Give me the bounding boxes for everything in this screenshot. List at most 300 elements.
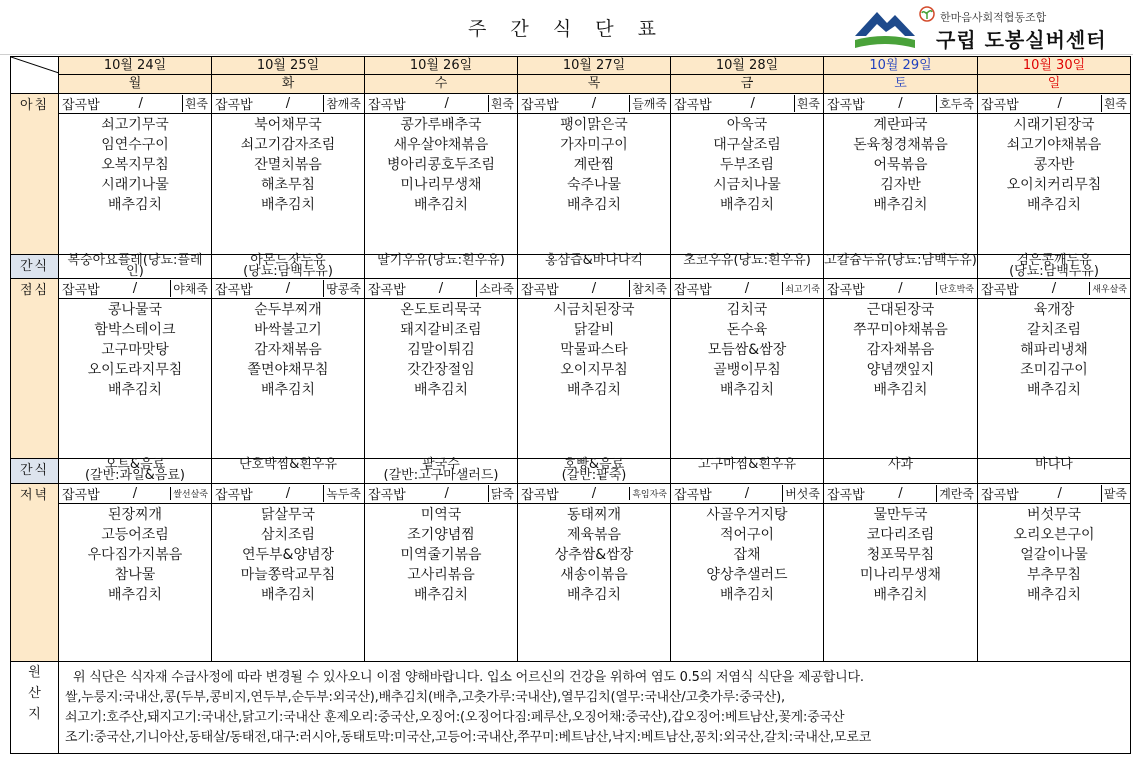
dish-item: 시래기된장국 xyxy=(1013,117,1095,133)
rice-label: 잡곡밥 xyxy=(368,283,406,298)
rice-label: 잡곡밥 xyxy=(368,488,406,503)
slash: / xyxy=(285,96,291,111)
rice-line xyxy=(365,279,517,299)
mountain-logo-icon xyxy=(853,6,917,50)
day-of-week-cell: 일 xyxy=(978,75,1131,94)
dish-item: 잔멸치볶음 xyxy=(254,157,322,173)
slash: / xyxy=(898,486,903,501)
date-cell: 10월 30일 xyxy=(978,57,1131,75)
dish-item: 두부조림 xyxy=(719,157,775,173)
page-title: 주 간 식 단 표 xyxy=(468,18,665,40)
dish-item: 배추김치 xyxy=(107,587,163,603)
rice-label: 잡곡밥 xyxy=(674,283,712,298)
dish-list xyxy=(671,299,823,400)
rice-line xyxy=(212,279,364,299)
breakfast-cell xyxy=(978,94,1131,255)
rice-line xyxy=(671,279,823,299)
dish-list xyxy=(824,504,977,605)
origin-row xyxy=(11,662,1131,754)
dish-item: 갓간장절임 xyxy=(407,362,475,378)
dish-item: 제육볶음 xyxy=(566,527,622,543)
dish-item: 고구마맛탕 xyxy=(101,342,169,358)
slash: / xyxy=(744,281,750,296)
slash: / xyxy=(591,281,597,296)
snack-line: (갈반:고구마샐러드) xyxy=(383,468,499,483)
dish-item: 오복지무침 xyxy=(101,157,169,173)
slash: / xyxy=(744,486,750,501)
rice-line xyxy=(59,484,211,504)
lunch-cell xyxy=(518,279,671,459)
breakfast-cell xyxy=(59,94,212,255)
dish-item: 골뱅이무침 xyxy=(713,362,781,378)
dish-item: 배추김치 xyxy=(566,587,622,603)
diagonal-line xyxy=(11,57,59,95)
breakfast-cell xyxy=(365,94,518,255)
dish-list xyxy=(518,504,670,605)
rice-line xyxy=(59,94,211,114)
snack-line: 아몬드잣두유 xyxy=(250,253,326,268)
dish-item: 대구살조림 xyxy=(713,137,781,153)
rice-label: 잡곡밥 xyxy=(521,488,559,503)
dish-item: 쇠고기감자조림 xyxy=(240,137,336,153)
dish-list xyxy=(824,114,977,215)
rice-line xyxy=(978,484,1130,504)
dish-item: 쇠고기무국 xyxy=(101,117,169,133)
dish-item: 배추김치 xyxy=(719,197,775,213)
snack-cell xyxy=(518,459,671,484)
dish-item: 어묵볶음 xyxy=(873,157,928,173)
snack-cell xyxy=(978,459,1131,484)
dish-item: 임연수구이 xyxy=(101,137,169,153)
slash: / xyxy=(750,96,755,111)
snack-line: (당뇨:담백두유) xyxy=(243,264,333,279)
snack-cell xyxy=(365,459,518,484)
dinner-row xyxy=(11,484,1131,662)
dish-item: 배추김치 xyxy=(1026,382,1082,398)
dinner-cell xyxy=(824,484,978,662)
origin-label-char: 원 xyxy=(28,665,41,680)
rice-line xyxy=(59,279,211,299)
snack-label: 간식 xyxy=(11,459,59,484)
dinner-cell xyxy=(671,484,824,662)
lunch-cell xyxy=(824,279,978,459)
dish-item: 양상추샐러드 xyxy=(706,567,788,583)
snack-line: 바나나 xyxy=(1035,457,1073,472)
dish-item: 바싹불고기 xyxy=(254,322,322,338)
dish-item: 돈수육 xyxy=(726,322,768,338)
rice-label: 잡곡밥 xyxy=(215,488,253,503)
dish-item: 연두부&양념장 xyxy=(241,547,335,563)
dish-item: 근대된장국 xyxy=(866,302,935,318)
snack-line: 팥국수 xyxy=(422,457,460,472)
dish-list xyxy=(365,299,517,400)
rice-line xyxy=(518,279,670,299)
porridge: 참치죽 xyxy=(629,280,667,297)
porridge: 흰죽 xyxy=(794,95,820,112)
day-of-week-cell: 월 xyxy=(59,75,212,94)
rice-line xyxy=(824,484,977,504)
dish-item: 된장찌개 xyxy=(107,507,163,523)
rice-line xyxy=(365,484,517,504)
dish-item: 고등어조림 xyxy=(101,527,169,543)
date-row xyxy=(11,57,1131,75)
porridge: 흑임자죽 xyxy=(629,487,667,500)
dish-item: 새우살야채볶음 xyxy=(393,137,489,153)
porridge: 녹두죽 xyxy=(323,485,361,502)
dish-list xyxy=(518,114,670,215)
snack-line: 복숭아요플레(당뇨:플레인) xyxy=(67,253,203,279)
dish-item: 잡채 xyxy=(733,547,761,563)
dish-item: 감자채볶음 xyxy=(866,342,935,358)
dinner-cell xyxy=(518,484,671,662)
rice-line xyxy=(518,484,670,504)
org-name: 한마음사회적협동조합 xyxy=(940,11,1047,24)
dinner-cell xyxy=(978,484,1131,662)
snack-cell xyxy=(671,255,824,279)
snack-cell xyxy=(212,255,365,279)
dish-list xyxy=(59,299,211,400)
day-of-week-cell: 화 xyxy=(212,75,365,94)
dish-item: 참나물 xyxy=(114,567,156,583)
dish-list xyxy=(671,114,823,215)
dish-item: 닭살무국 xyxy=(260,507,316,523)
rice-label: 잡곡밥 xyxy=(521,98,559,113)
snack-line: 사과 xyxy=(887,457,914,472)
dish-item: 배추김치 xyxy=(413,382,469,398)
dish-item: 배추김치 xyxy=(566,382,622,398)
lunch-cell xyxy=(365,279,518,459)
dish-item: 콩나물국 xyxy=(107,302,163,318)
snack-line: 호빵&음료 xyxy=(563,457,625,472)
origin-label xyxy=(11,662,59,754)
porridge: 흰죽 xyxy=(182,95,208,112)
dish-item: 김말이튀김 xyxy=(407,342,475,358)
dinner-cell xyxy=(59,484,212,662)
dish-list xyxy=(212,114,364,215)
dish-item: 동태찌개 xyxy=(566,507,622,523)
corner-cell xyxy=(11,57,59,94)
dish-list xyxy=(518,299,670,400)
rice-line xyxy=(978,94,1130,114)
rice-label: 잡곡밥 xyxy=(62,98,100,113)
center-name: 구립 도봉실버센터 xyxy=(936,28,1107,52)
porridge: 단호박죽 xyxy=(936,282,974,295)
dish-item: 배추김치 xyxy=(1026,197,1082,213)
dish-item: 숙주나물 xyxy=(566,177,622,193)
dish-item: 돈육청경채볶음 xyxy=(853,137,948,153)
dish-item: 물만두국 xyxy=(873,507,928,523)
rice-label: 잡곡밥 xyxy=(62,488,100,503)
slash: / xyxy=(444,486,449,501)
dish-item: 막물파스타 xyxy=(560,342,628,358)
slash: / xyxy=(898,281,903,296)
slash: / xyxy=(1057,486,1062,501)
dish-item: 병아리콩호두조림 xyxy=(386,157,496,173)
porridge: 호두죽 xyxy=(936,95,974,112)
snack-cell xyxy=(824,255,978,279)
dish-item: 온도토리묵국 xyxy=(400,302,482,318)
dish-item: 배추김치 xyxy=(413,197,469,213)
snack-line: 초코우유(당뇨:흰우유) xyxy=(683,253,811,268)
dish-item: 해초무침 xyxy=(260,177,316,193)
dish-list xyxy=(212,504,364,605)
snack-cell xyxy=(824,459,978,484)
dish-list xyxy=(365,504,517,605)
dish-list xyxy=(671,504,823,605)
dish-list xyxy=(824,299,977,400)
dish-item: 오이도라지무침 xyxy=(87,362,183,378)
dish-item: 콩자반 xyxy=(1033,157,1075,173)
rice-label: 잡곡밥 xyxy=(368,98,406,113)
dish-list xyxy=(978,504,1130,605)
weekly-menu-table xyxy=(10,56,1131,754)
snack-cell xyxy=(978,255,1131,279)
porridge: 쇠고기죽 xyxy=(782,282,820,295)
snack-line: (당뇨:담백두유) xyxy=(1009,264,1099,279)
rice-line xyxy=(824,94,977,114)
slash: / xyxy=(444,96,449,111)
snack-line: 단호박찜&흰우유 xyxy=(238,457,338,472)
dish-item: 돼지갈비조림 xyxy=(400,322,482,338)
rice-label: 잡곡밥 xyxy=(827,488,865,503)
snack-line: (갈반:과일&음료) xyxy=(84,468,185,483)
dish-item: 미역줄기볶음 xyxy=(400,547,482,563)
sprout-logo-icon xyxy=(918,6,936,22)
dish-item: 배추김치 xyxy=(260,197,316,213)
rice-line xyxy=(518,94,670,114)
morning_snack-row xyxy=(11,255,1131,279)
dish-item: 김치국 xyxy=(726,302,768,318)
dish-item: 배추김치 xyxy=(1026,587,1082,603)
slash: / xyxy=(591,486,597,501)
porridge: 팥죽 xyxy=(1101,485,1127,502)
rice-label: 잡곡밥 xyxy=(215,283,253,298)
snack-cell xyxy=(671,459,824,484)
dish-item: 고사리볶음 xyxy=(407,567,475,583)
dish-item: 오리오븐구이 xyxy=(1013,527,1095,543)
lunch-label: 점심 xyxy=(11,279,59,459)
dish-item: 팽이맑은국 xyxy=(560,117,628,133)
dinner-cell xyxy=(212,484,365,662)
snack-label: 간식 xyxy=(11,255,59,279)
slash: / xyxy=(285,281,291,296)
snack-line: (갈반:팥죽) xyxy=(561,468,627,483)
rice-label: 잡곡밥 xyxy=(827,98,865,113)
porridge: 쌀선살죽 xyxy=(170,487,208,500)
dinner-cell xyxy=(365,484,518,662)
snack-line: 홍삼즙&바나나킥 xyxy=(544,253,644,268)
dish-item: 순두부찌개 xyxy=(254,302,322,318)
rice-label: 잡곡밥 xyxy=(981,283,1019,298)
snack-line: 오트&음료 xyxy=(104,457,166,472)
dish-list xyxy=(59,504,211,605)
rice-line xyxy=(212,94,364,114)
snack-line: 고구마찜&흰우유 xyxy=(697,457,797,472)
rice-label: 잡곡밥 xyxy=(62,283,100,298)
snack-cell xyxy=(365,255,518,279)
dish-item: 김자반 xyxy=(880,177,921,193)
snack-cell xyxy=(212,459,365,484)
dish-item: 닭갈비 xyxy=(573,322,615,338)
porridge: 흰죽 xyxy=(1101,95,1127,112)
breakfast-cell xyxy=(212,94,365,255)
slash: / xyxy=(285,486,291,501)
porridge: 계란죽 xyxy=(936,485,974,502)
slash: / xyxy=(1051,281,1057,296)
rice-label: 잡곡밥 xyxy=(521,283,559,298)
porridge: 야채죽 xyxy=(170,280,208,297)
rice-label: 잡곡밥 xyxy=(981,488,1019,503)
breakfast-cell xyxy=(824,94,978,255)
dish-item: 시금치된장국 xyxy=(553,302,635,318)
dish-list xyxy=(365,114,517,215)
day-of-week-cell: 금 xyxy=(671,75,824,94)
dish-item: 배추김치 xyxy=(719,587,775,603)
rice-label: 잡곡밥 xyxy=(674,98,712,113)
porridge: 참깨죽 xyxy=(323,95,361,112)
breakfast-label: 아침 xyxy=(11,94,59,255)
porridge: 들깨죽 xyxy=(629,95,667,112)
origin-label-char: 산 xyxy=(28,686,41,701)
dish-item: 해파리냉채 xyxy=(1020,342,1088,358)
rice-label: 잡곡밥 xyxy=(981,98,1019,113)
dish-item: 배추김치 xyxy=(260,587,316,603)
dish-item: 미나리무생채 xyxy=(400,177,482,193)
dish-item: 계란찜 xyxy=(573,157,615,173)
dish-item: 육개장 xyxy=(1033,302,1075,318)
date-cell: 10월 25일 xyxy=(212,57,365,75)
slash: / xyxy=(438,281,444,296)
date-cell: 10월 26일 xyxy=(365,57,518,75)
dish-item: 배추김치 xyxy=(413,587,469,603)
dish-item: 배추김치 xyxy=(873,197,928,213)
rice-line xyxy=(365,94,517,114)
dish-item: 코다리조림 xyxy=(866,527,935,543)
dish-item: 적어구이 xyxy=(719,527,775,543)
dish-item: 조미김구이 xyxy=(1020,362,1088,378)
slash: / xyxy=(132,486,138,501)
breakfast-row xyxy=(11,94,1131,255)
dish-item: 얼갈이나물 xyxy=(1020,547,1088,563)
dish-item: 계란파국 xyxy=(873,117,928,133)
dish-item: 함박스테이크 xyxy=(94,322,176,338)
dish-item: 아욱국 xyxy=(726,117,768,133)
slash: / xyxy=(591,96,597,111)
dish-item: 양념깻잎지 xyxy=(866,362,935,378)
dish-item: 오이지무침 xyxy=(560,362,628,378)
date-cell: 10월 27일 xyxy=(518,57,671,75)
dish-item: 가자미구이 xyxy=(560,137,628,153)
rice-label: 잡곡밥 xyxy=(674,488,712,503)
dow-row xyxy=(11,75,1131,94)
dish-item: 미역국 xyxy=(420,507,462,523)
porridge: 버섯죽 xyxy=(782,485,820,502)
porridge: 닭죽 xyxy=(488,485,514,502)
dish-item: 오이치커리무침 xyxy=(1006,177,1102,193)
date-cell: 10월 24일 xyxy=(59,57,212,75)
dish-item: 청포묵무침 xyxy=(866,547,935,563)
porridge: 흰죽 xyxy=(488,95,514,112)
dish-item: 북어채무국 xyxy=(254,117,322,133)
dish-item: 우다짐가지볶음 xyxy=(87,547,183,563)
date-cell: 10월 29일 xyxy=(824,57,978,75)
origin-label-char: 지 xyxy=(28,707,41,722)
origin-line: 쇠고기:호주산,돼지고기:국내산,닭고기:국내산 훈제오리:중국산,오징어:(오징어다짐:페루산,오징어채:중국산),갑오징어:베트남산,꽃게:중국산 xyxy=(65,710,845,725)
dish-item: 배추김치 xyxy=(260,382,316,398)
day-of-week-cell: 토 xyxy=(824,75,978,94)
rice-line xyxy=(671,94,823,114)
dish-item: 쭈꾸미야채볶음 xyxy=(853,322,948,338)
dinner-label: 저녁 xyxy=(11,484,59,662)
origin-line: 위 식단은 식자재 수급사정에 따라 변경될 수 있사오니 이점 양해바랍니다. 입소 어르신의 건강을 위하여 염도 0.5의 저염식 식단을 제공합니다. xyxy=(73,670,864,685)
dish-item: 삼치조림 xyxy=(260,527,316,543)
lunch-row xyxy=(11,279,1131,459)
dish-item: 시래기나물 xyxy=(101,177,169,193)
rice-line xyxy=(978,279,1130,299)
dish-item: 갈치조림 xyxy=(1026,322,1082,338)
dish-item: 배추김치 xyxy=(107,382,163,398)
afternoon_snack-row xyxy=(11,459,1131,484)
date-cell: 10월 28일 xyxy=(671,57,824,75)
dish-item: 콩가루배추국 xyxy=(400,117,482,133)
divider xyxy=(0,54,1133,55)
day-of-week-cell: 수 xyxy=(365,75,518,94)
dish-item: 쇠고기야채볶음 xyxy=(1006,137,1102,153)
dish-item: 배추김치 xyxy=(107,197,163,213)
slash: / xyxy=(1057,96,1062,111)
dish-item: 배추김치 xyxy=(719,382,775,398)
dish-item: 상추쌈&쌈장 xyxy=(554,547,634,563)
slash: / xyxy=(898,96,903,111)
snack-line: 고칼슘두유(당뇨:담백두유) xyxy=(824,253,977,268)
snack-cell xyxy=(518,255,671,279)
lunch-cell xyxy=(212,279,365,459)
dish-item: 미나리무생채 xyxy=(859,567,942,583)
porridge: 새우살죽 xyxy=(1089,282,1127,295)
dish-item: 배추김치 xyxy=(566,197,622,213)
lunch-cell xyxy=(59,279,212,459)
origin-info xyxy=(59,662,1131,754)
snack-cell xyxy=(59,459,212,484)
dish-item: 시금치나물 xyxy=(713,177,781,193)
dish-list xyxy=(59,114,211,215)
dish-item: 버섯무국 xyxy=(1026,507,1082,523)
rice-line xyxy=(212,484,364,504)
snack-line: 검은콩깨두유 xyxy=(1016,253,1092,268)
dish-item: 부추무침 xyxy=(1026,567,1082,583)
dish-item: 배추김치 xyxy=(873,587,928,603)
dish-item: 쫄면야채무침 xyxy=(247,362,329,378)
rice-line xyxy=(824,279,977,299)
rice-label: 잡곡밥 xyxy=(827,283,865,298)
dish-list xyxy=(978,299,1130,400)
breakfast-cell xyxy=(671,94,824,255)
porridge: 소라죽 xyxy=(476,280,514,297)
day-of-week-cell: 목 xyxy=(518,75,671,94)
dish-item: 새송이볶음 xyxy=(560,567,628,583)
dish-item: 사골우거지탕 xyxy=(706,507,788,523)
breakfast-cell xyxy=(518,94,671,255)
lunch-cell xyxy=(671,279,824,459)
snack-line: 딸기우유(당뇨:흰우유) xyxy=(377,253,505,268)
slash: / xyxy=(132,281,138,296)
porridge: 땅콩죽 xyxy=(323,280,361,297)
dish-list xyxy=(212,299,364,400)
origin-line: 쌀,누룽지:국내산,콩(두부,콩비지,연두부,순두부:외국산),배추김치(배추,고춧가루:국내산),열무김치(열무:국내산/고춧가루:중국산), xyxy=(65,690,785,705)
origin-line: 조기:중국산,기니아산,동태살/동태전,대구:러시아,동태토막:미국산,고등어:국내산,쭈꾸미:베트남산,낙지:베트남산,꽁치:외국산,갈치:국내산,모로코 xyxy=(65,730,872,745)
dish-item: 배추김치 xyxy=(873,382,928,398)
slash: / xyxy=(138,96,143,111)
